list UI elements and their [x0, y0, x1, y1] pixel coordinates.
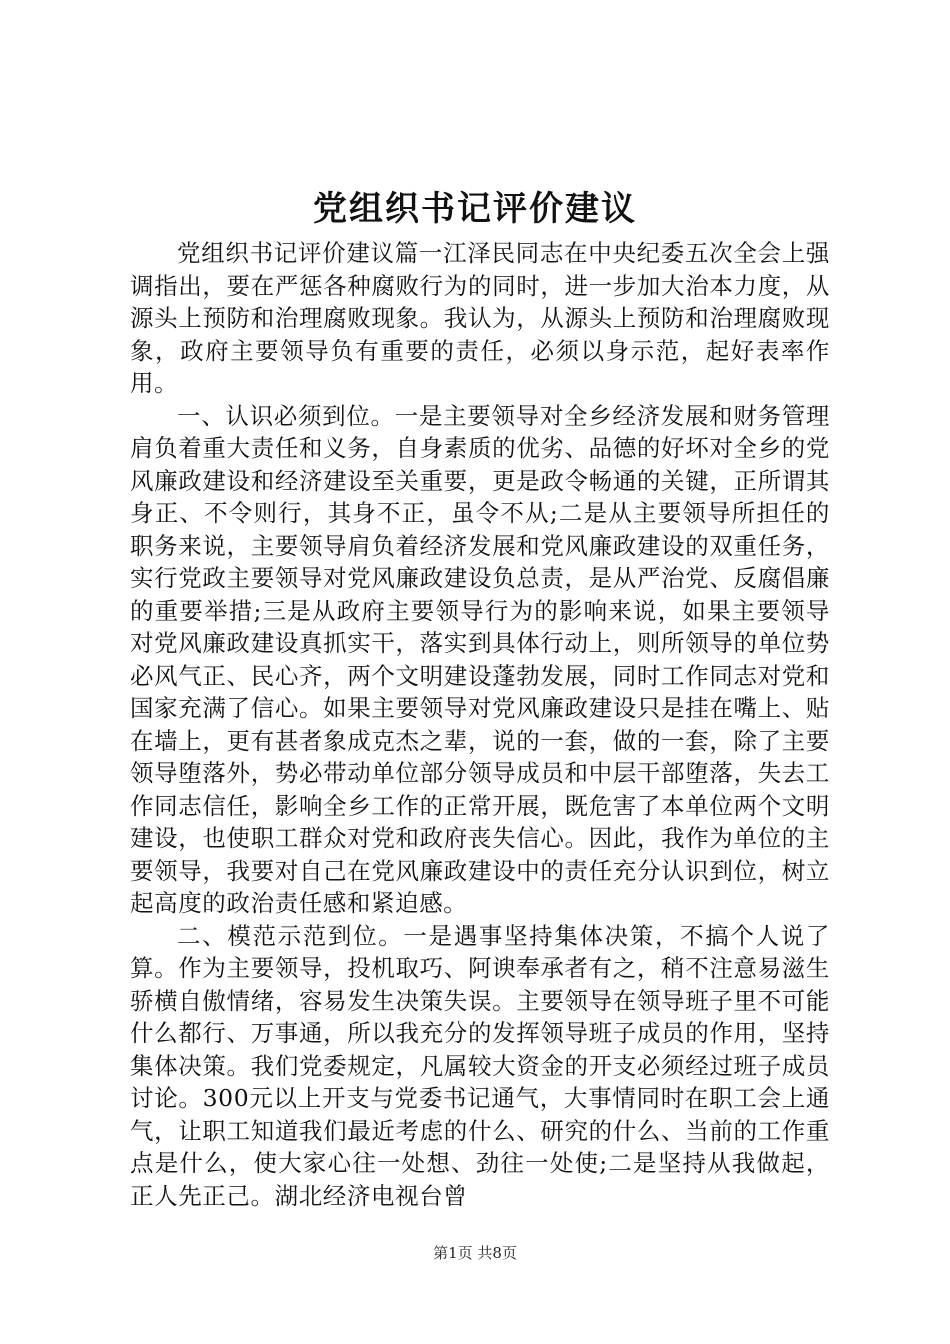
paragraph-section-two: 二、模范示范到位。一是遇事坚持集体决策，不搞个人说了算。作为主要领导，投机取巧、阿谀奉承者有之，稍不注意易滋生骄横自傲情绪，容易发生决策失误。主要领导在领导班子里不可能什么都行、万事通，所以我充分的发挥领导班子成员的作用，坚持集体决策。我们党委规定，凡属较大资金的开支必须经过班子成员讨论。300元以上开支与党委书记通气，大事情同时在职工会上通气，让职工知道我们最近考虑的什么、研究的什么、当前的工作重点是什么，使大家心往一处想、劲往一处使;二是坚持从我做起，正人先正己。湖北经济电视台曾	[130, 921, 830, 1210]
document-body	[130, 237, 830, 1212]
document-title: 党组织书记评价建议	[313, 189, 637, 229]
paragraph-section-one: 一、认识必须到位。一是主要领导对全乡经济发展和财务管理肩负着重大责任和义务，自身素质的优劣、品德的好坏对全乡的党风廉政建设和经济建设至关重要，更是政令畅通的关键，正所谓其身正、不令则行，其身不正，虽令不从;二是从主要领导所担任的职务来说，主要领导肩负着经济发展和党风廉政建设的双重任务，实行党政主要领导对党风廉政建设负总责，是从严治党、反腐倡廉的重要举措;三是从政府主要领导行为的影响来说，如果主要领导对党风廉政建设真抓实干，落实到具体行动上，则所领导的单位势必风气正、民心齐，两个文明建设蓬勃发展，同时工作同志对党和国家充满了信心。如果主要领导对党风廉政建设只是挂在嘴上、贴在墙上，更有甚者象成克杰之辈，说的一套，做的一套，除了主要领导堕落外，势必带动单位部分领导成员和中层干部堕落，失去工作同志信任，影响全乡工作的正常开展，既危害了本单位两个文明建设，也使职工群众对党和政府丧失信心。因此，我作为单位的主要领导，我要对自己在党风廉政建设中的责任充分认识到位，树立起高度的政治责任感和紧迫感。	[130, 401, 830, 917]
paragraph-intro: 党组织书记评价建议篇一江泽民同志在中央纪委五次全会上强调指出，要在严惩各种腐败行为的同时，进一步加大治本力度，从源头上预防和治理腐败现象。我认为，从源头上预防和治理腐败现象，政府主要领导负有重要的责任，必须以身示范，起好表率作用。	[130, 239, 830, 397]
page-footer: 第1页 共8页	[433, 1244, 517, 1262]
